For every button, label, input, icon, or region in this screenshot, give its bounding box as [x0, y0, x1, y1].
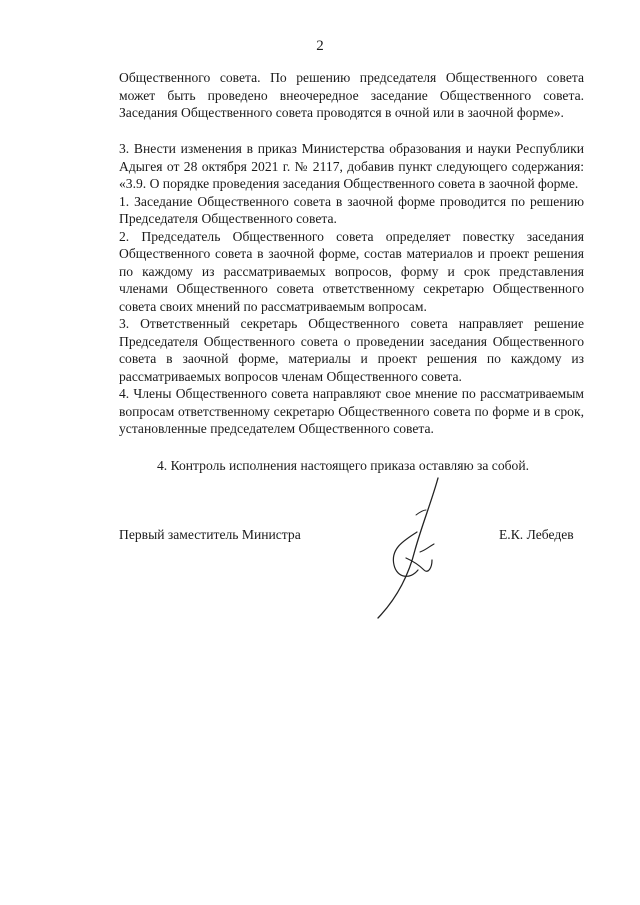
signatory-title: Первый заместитель Министра [119, 527, 301, 542]
section-3-item-4: 4. Члены Общественного совета направляют свое мнение по рассматриваемым вопросам ответственному секретарю Общественного совета по форме и в срок, установленные председателем Общественного совета. [119, 386, 584, 436]
section-3-intro: 3. Внести изменения в приказ Министерства образования и науки Республики Адыгея от 28 октября 2021 г. № 2117, добавив пункт следующего содержания: «3.9. О порядке проведения заседания Общественного совета в заочной форме. [119, 141, 584, 191]
section-3-item-1: 1. Заседание Общественного совета в заочной форме проводится по решению Председателя Общественного совета. [119, 193, 584, 226]
section-3-item-2: 2. Председатель Общественного совета определяет повестку заседания Общественного совета в заочной форме, состав материалов и проект решения по каждому из рассматриваемых вопросов, форму и срок представления членами Общественного совета ответственному секретарю Общественного совета своих мнений по рассматриваемым вопросам. [119, 228, 584, 314]
intro-paragraph [119, 69, 584, 122]
signatory-name: Е.К. Лебедев [499, 527, 574, 542]
intro-text: Общественного совета. По решению председателя Общественного совета может быть проведено внеочередное заседание Общественного совета. Заседания Общественного совета проводятся в очной или в заочной форме». [119, 70, 584, 120]
section-3 [119, 140, 584, 438]
section-3-item-3: 3. Ответственный секретарь Общественного совета направляет решение Председателя Общественного совета о проведении заседания Общественного совета в заочной форме, материалы и проект решения по каждому из рассматриваемых вопросов членам Общественного совета. [119, 316, 584, 384]
section-4: 4. Контроль исполнения настоящего приказа оставляю за собой. [157, 458, 530, 473]
page-number: 2 [316, 38, 324, 54]
handwritten-signature [360, 470, 470, 630]
